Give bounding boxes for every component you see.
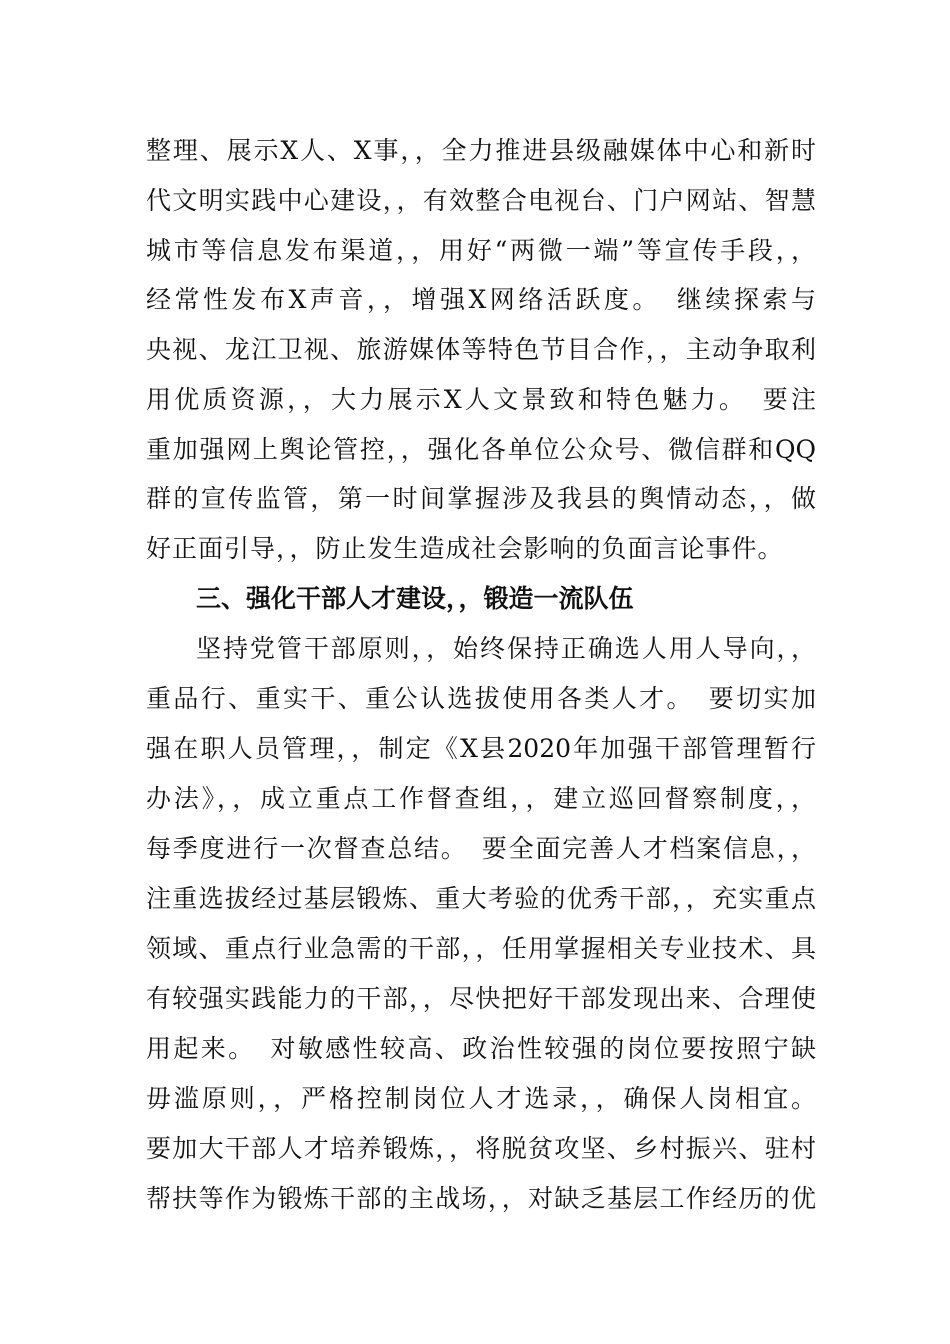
body-text-line: 整理、展示X人、X事，，全力推进县级融媒体中心和新时 (146, 136, 816, 165)
body-text-line: 央视、龙江卫视、旅游媒体等特色节目合作，，主动争取利 (146, 335, 816, 364)
body-text-line: 重加强网上舆论管控，，强化各单位公众号、微信群和QQ (146, 435, 816, 464)
body-text-line: 注重选拔经过基层锻炼、重大考验的优秀干部，，充实重点 (146, 884, 816, 913)
body-text-line: 经常性发布X声音，，增强X网络活跃度。 继续探索与 (146, 285, 816, 314)
body-text-line: 办法》，，成立重点工作督查组，，建立巡回督察制度，， (146, 784, 816, 813)
body-text-line: 领域、重点行业急需的干部，，任用掌握相关专业技术、具 (146, 934, 816, 963)
body-text-line: 用优质资源，，大力展示X人文景致和特色魅力。 要注 (146, 385, 816, 414)
body-text-line: 坚持党管干部原则，，始终保持正确选人用人导向，， (196, 634, 816, 663)
body-text-line: 代文明实践中心建设，，有效整合电视台、门户网站、智慧 (146, 186, 816, 215)
body-text-line: 要加大干部人才培养锻炼，，将脱贫攻坚、乡村振兴、驻村 (146, 1134, 816, 1163)
body-text-line: 群的宣传监管，第一时间掌握涉及我县的舆情动态，，做 (146, 484, 816, 513)
body-text-line: 强在职人员管理，，制定《X县2020年加强干部管理暂行 (146, 734, 816, 763)
section-heading: 三、强化干部人才建设，，锻造一流队伍 (196, 584, 634, 613)
body-text-line: 毋滥原则，，严格控制岗位人才选录，，确保人岗相宜。 (146, 1084, 816, 1113)
body-text-line: 用起来。 对敏感性较高、政治性较强的岗位要按照宁缺 (146, 1034, 816, 1063)
body-text-line: 有较强实践能力的干部，，尽快把好干部发现出来、合理使 (146, 984, 816, 1013)
body-text-line: 城市等信息发布渠道，，用好“两微一端”等宣传手段，， (146, 236, 816, 265)
body-text-line: 好正面引导，，防止发生造成社会影响的负面言论事件。 (146, 534, 784, 563)
body-text-line: 每季度进行一次督查总结。 要全面完善人才档案信息，， (146, 834, 816, 863)
body-text-line: 帮扶等作为锻炼干部的主战场，，对缺乏基层工作经历的优 (146, 1184, 816, 1213)
body-text-line: 重品行、重实干、重公认选拔使用各类人才。 要切实加 (146, 684, 816, 713)
